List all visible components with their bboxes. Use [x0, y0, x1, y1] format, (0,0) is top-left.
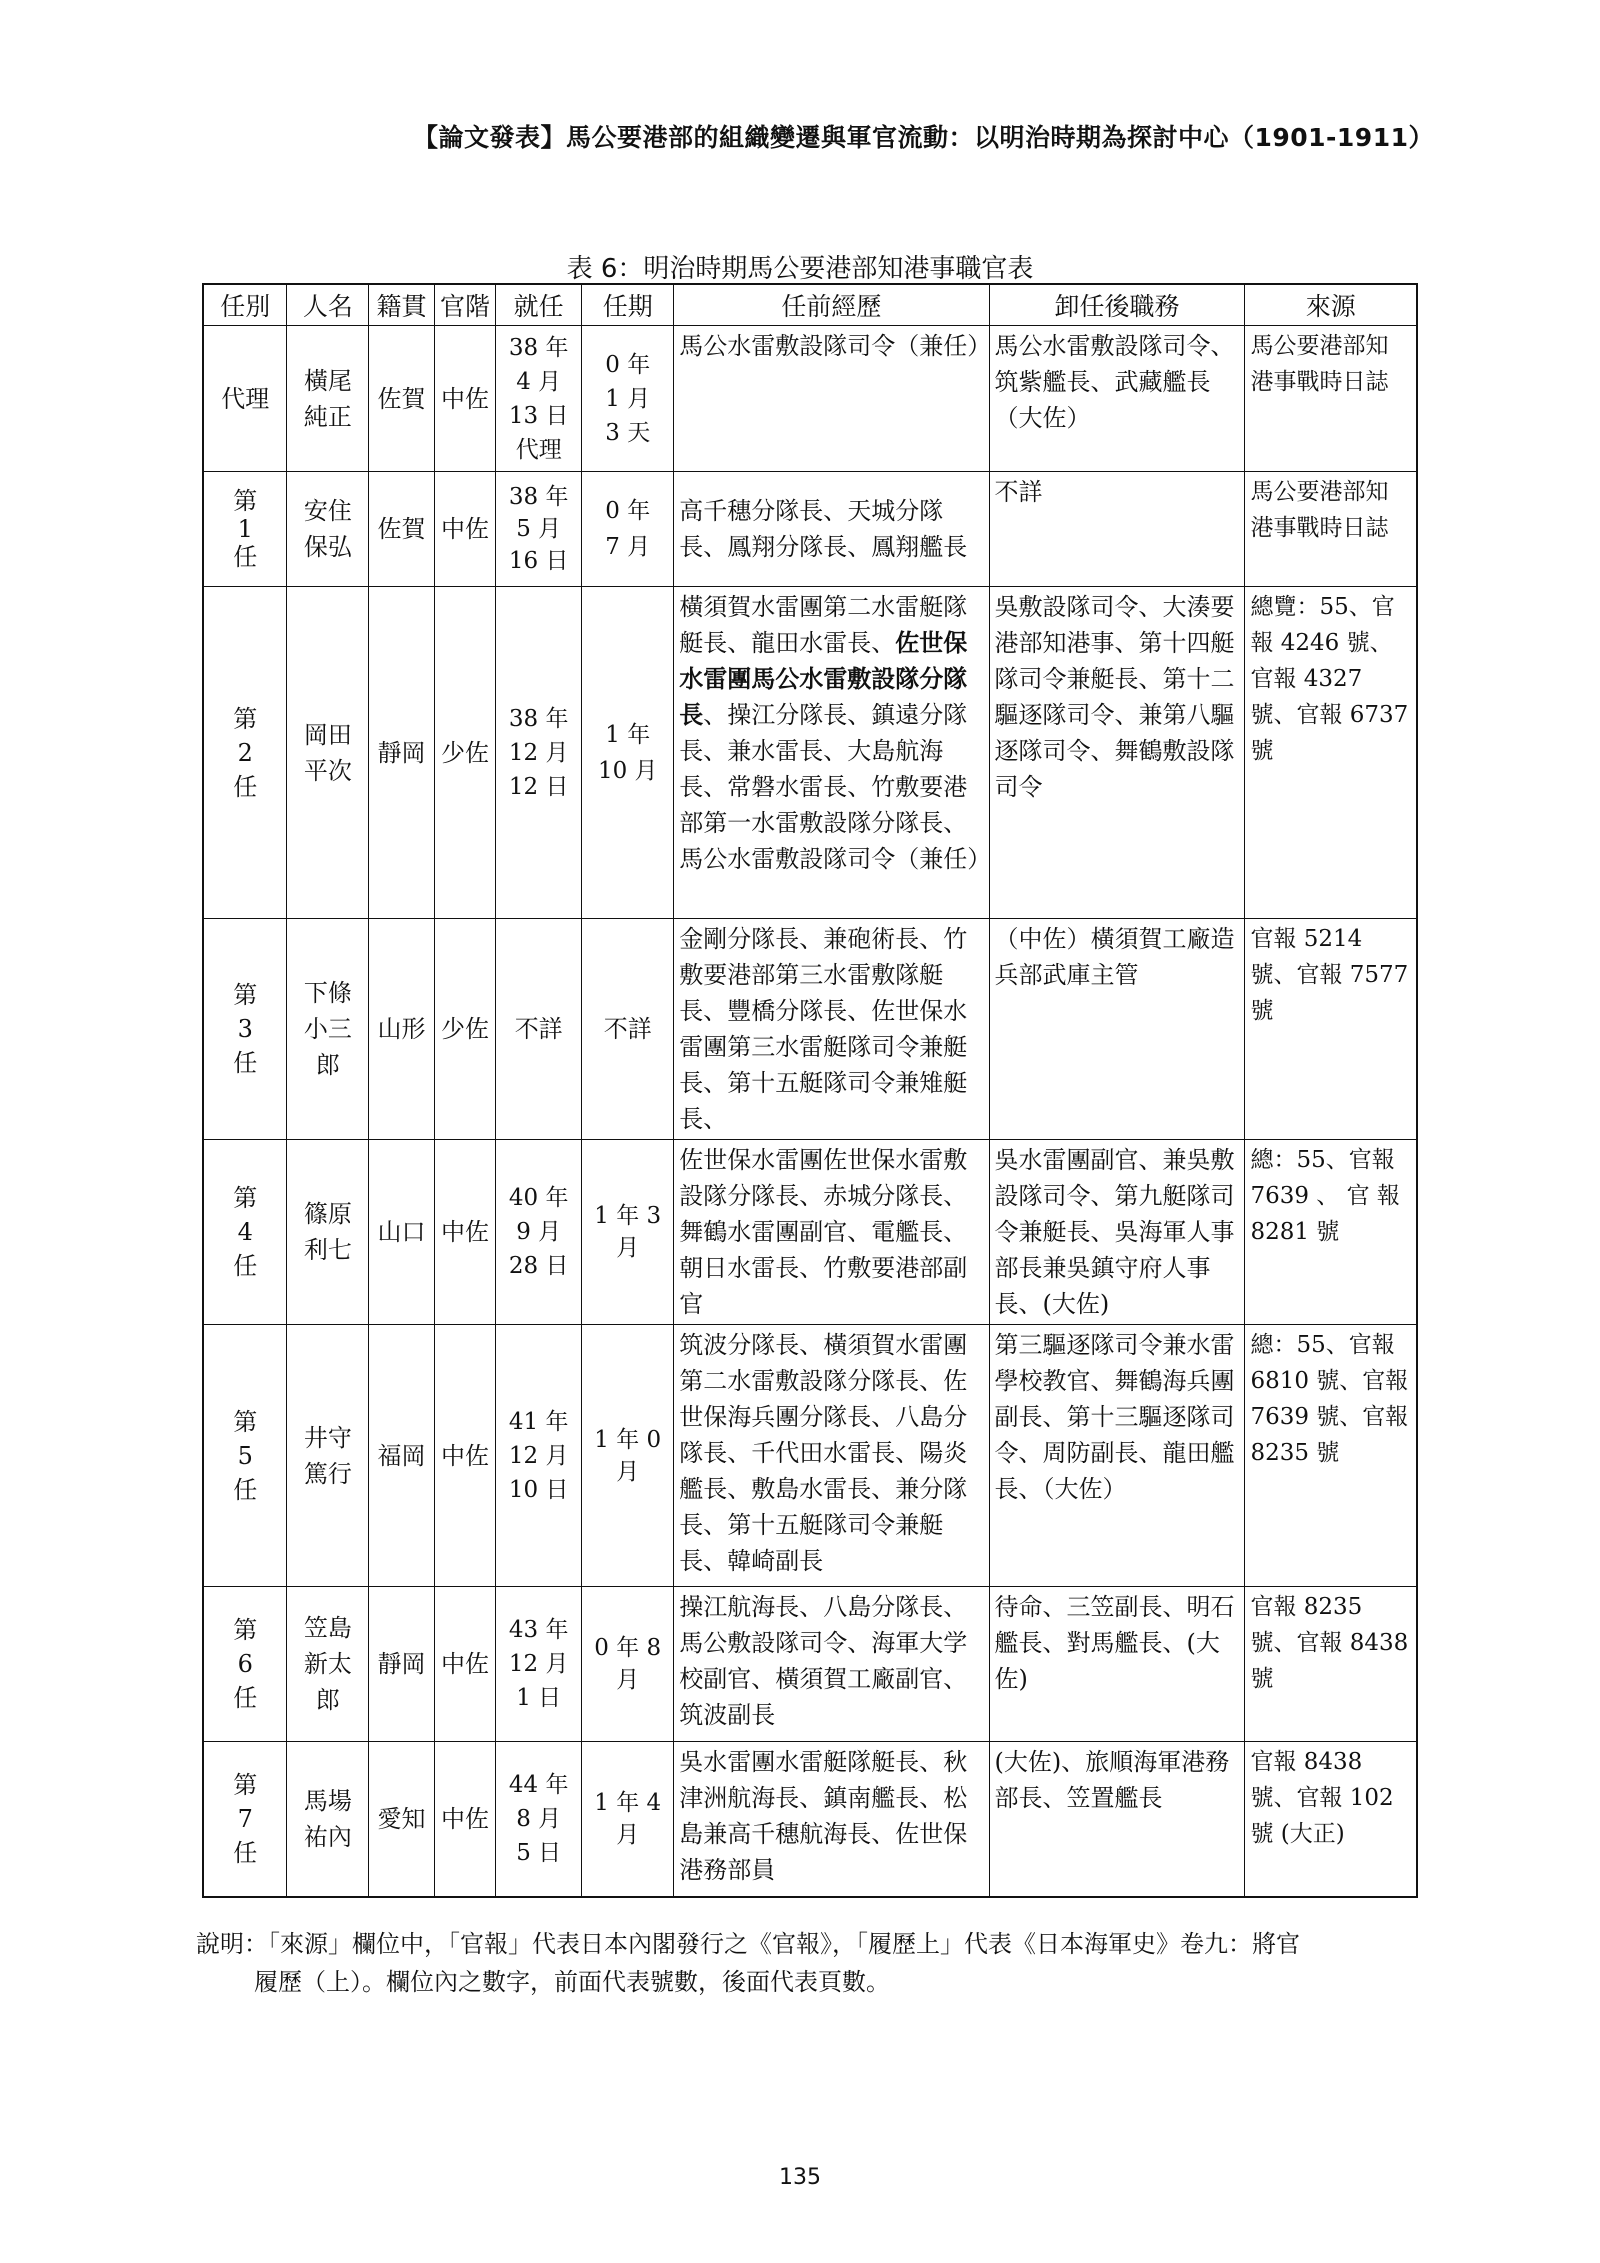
cell-prior: 馬公水雷敷設隊司令（兼任）: [674, 326, 989, 472]
cell-length: 0 年 8 月: [582, 1587, 674, 1742]
cell-term: 第 6 任: [203, 1587, 287, 1742]
cell-term: 第 3 任: [203, 919, 287, 1140]
cell-term: 第 4 任: [203, 1140, 287, 1325]
cell-length: 1 年 10 月: [582, 587, 674, 919]
cell-rank: 中佐: [434, 472, 495, 587]
cell-prior: 操江航海長、八島分隊長、馬公敷設隊司令、海軍大学校副官、橫須賀工廠副官、筑波副長: [674, 1587, 989, 1742]
cell-name: 岡田 平次: [287, 587, 369, 919]
cell-prior: 吳水雷團水雷艇隊艇長、秋津洲航海長、鎮南艦長、松島兼高千穗航海長、佐世保港務部員: [674, 1742, 989, 1897]
cell-start: 40 年 9 月 28 日: [496, 1140, 582, 1325]
cell-origin: 靜岡: [369, 1587, 435, 1742]
cell-origin: 愛知: [369, 1742, 435, 1897]
table-row: [203, 1140, 1417, 1325]
cell-name: 井守 篤行: [287, 1325, 369, 1587]
cell-prior: [674, 587, 992, 919]
cell-prior: 高千穗分隊長、天城分隊長、鳳翔分隊長、鳳翔艦長: [674, 472, 989, 587]
cell-start: 44 年 8 月 5 日: [496, 1742, 582, 1897]
cell-rank: 中佐: [434, 326, 495, 472]
cell-start: 38 年 5 月 16 日: [496, 472, 582, 587]
cell-name: 安住 保弘: [287, 472, 369, 587]
cell-start: 38 年 4 月 13 日 代理: [496, 326, 582, 472]
cell-rank: 中佐: [434, 1587, 495, 1742]
cell-length: 1 年 0 月: [582, 1325, 674, 1587]
cell-prior: 金剛分隊長、兼砲術長、竹敷要港部第三水雷敷隊艇長、豐橋分隊長、佐世保水雷團第三水雷艇隊司令兼艇長、第十五艇隊司令兼雉艇長、: [674, 919, 989, 1140]
table-row: [203, 1742, 1417, 1897]
cell-after: 吳敷設隊司令、大湊要港部知港事、第十四艇隊司令兼艇長、第十二驅逐隊司令、兼第八驅逐隊司令、舞鶴敷設隊司令: [989, 587, 1245, 919]
cell-term: 第 1 任: [203, 472, 287, 587]
column-header: 人名: [287, 284, 369, 326]
cell-prior: 佐世保水雷團佐世保水雷敷設隊分隊長、赤城分隊長、舞鶴水雷團副官、電艦長、朝日水雷長、竹敷要港部副官: [674, 1140, 989, 1325]
cell-length: 不詳: [582, 919, 674, 1140]
cell-rank: 中佐: [434, 1140, 495, 1325]
column-header: 就任: [496, 284, 582, 326]
cell-length: 1 年 3 月: [582, 1140, 674, 1325]
cell-prior: 筑波分隊長、橫須賀水雷團第二水雷敷設隊分隊長、佐世保海兵團分隊長、八島分隊長、千代田水雷長、陽炎艦長、敷島水雷長、兼分隊長、第十五艇隊司令兼艇長、韓崎副長: [674, 1325, 989, 1587]
cell-source: 總覽：55、官報 4246 號、官報 4327 號、官報 6737 號: [1245, 587, 1417, 919]
cell-length: 0 年 1 月 3 天: [582, 326, 674, 472]
column-header: 官階: [434, 284, 495, 326]
cell-origin: 靜岡: [369, 587, 435, 919]
cell-after: 待命、三笠副長、明石艦長、對馬艦長、(大佐): [989, 1587, 1245, 1742]
cell-source: 官報 5214 號、官報 7577 號: [1245, 919, 1417, 1140]
cell-rank: 少佐: [434, 919, 495, 1140]
cell-after: 馬公水雷敷設隊司令、筑紫艦長、武藏艦長（大佐）: [989, 326, 1245, 472]
cell-rank: 中佐: [434, 1325, 495, 1587]
column-header: 任前經歷: [674, 284, 989, 326]
cell-name: 橫尾 純正: [287, 326, 369, 472]
cell-name: 下條 小三 郎: [287, 919, 369, 1140]
cell-term: 第 2 任: [203, 587, 287, 919]
cell-rank: 中佐: [434, 1742, 495, 1897]
cell-term: 第 7 任: [203, 1742, 287, 1897]
cell-origin: 山口: [369, 1140, 435, 1325]
cell-after: (大佐)、旅順海軍港務部長、笠置艦長: [989, 1742, 1245, 1897]
cell-source: 總：55、官報 6810 號、官報 7639 號、官報 8235 號: [1245, 1325, 1417, 1587]
page-number: 135: [779, 2165, 821, 2190]
note-line: 履歷（上）。欄位內之數字，前面代表號數，後面代表頁數。: [254, 1968, 890, 1996]
header-row: [203, 284, 1417, 326]
column-header: 任別: [203, 284, 287, 326]
column-header: 來源: [1245, 284, 1417, 326]
cell-origin: 福岡: [369, 1325, 435, 1587]
table-row: [203, 587, 1417, 919]
cell-origin: 佐賀: [369, 326, 435, 472]
prior-text: 、操江分隊長、鎮遠分隊長、兼水雷長、大島航海長、常磐水雷長、竹敷要港部第一水雷敷設隊分隊長、馬公水雷敷設隊司令（兼任）: [679, 701, 992, 873]
table-caption: 表 6：明治時期馬公要港部知港事職官表: [566, 254, 1034, 284]
column-header: 任期: [582, 284, 674, 326]
table-row: [203, 326, 1417, 472]
cell-source: 官報 8438 號、官報 102 號 (大正): [1245, 1742, 1417, 1897]
table-row: [203, 472, 1417, 587]
cell-start: 38 年 12 月 12 日: [496, 587, 582, 919]
cell-name: 篠原 利七: [287, 1140, 369, 1325]
cell-start: 43 年 12 月 1 日: [496, 1587, 582, 1742]
running-header: 【論文發表】馬公要港部的組織變遷與軍官流動：以明治時期為探討中心（1901-1911）: [412, 123, 1434, 152]
column-header: 籍貫: [369, 284, 435, 326]
column-header: 卸任後職務: [989, 284, 1245, 326]
officer-table: [202, 283, 1418, 1898]
note-line: 說明：「來源」欄位中，「官報」代表日本內閣發行之《官報》，「履歷上」代表《日本海軍史》卷九：將官: [196, 1930, 1300, 1958]
cell-source: 馬公要港部知港事戰時日誌: [1245, 326, 1417, 472]
cell-source: 總：55、官報 7639 、 官 報 8281 號: [1245, 1140, 1417, 1325]
cell-name: 馬場 祐內: [287, 1742, 369, 1897]
cell-source: 官報 8235 號、官報 8438 號: [1245, 1587, 1417, 1742]
cell-length: 1 年 4 月: [582, 1742, 674, 1897]
cell-after: 不詳: [989, 472, 1245, 587]
cell-term: 代理: [203, 326, 287, 472]
table-row: [203, 1325, 1417, 1587]
cell-start: 不詳: [496, 919, 582, 1140]
cell-start: 41 年 12 月 10 日: [496, 1325, 582, 1587]
prior-text: 橫須賀水雷團第二水雷艇隊艇長、龍田水雷長、: [679, 593, 968, 657]
table-row: [203, 1587, 1417, 1742]
cell-source: 馬公要港部知港事戰時日誌: [1245, 472, 1417, 587]
cell-after: 第三驅逐隊司令兼水雷學校教官、舞鶴海兵團副長、第十三驅逐隊司令、周防副長、龍田艦長、（大佐）: [989, 1325, 1245, 1587]
cell-origin: 佐賀: [369, 472, 435, 587]
cell-after: （中佐）橫須賀工廠造兵部武庫主管: [989, 919, 1245, 1140]
cell-length: 0 年 7 月: [582, 472, 674, 587]
table-row: [203, 919, 1417, 1140]
cell-rank: 少佐: [434, 587, 495, 919]
prior-bold-text: 佐世保水雷團馬公水雷敷設隊分隊長: [679, 628, 968, 729]
table-note: [196, 1925, 1436, 2001]
cell-after: 吳水雷團副官、兼吳敷設隊司令、第九艇隊司令兼艇長、吳海軍人事部長兼吳鎮守府人事長、(大佐): [989, 1140, 1245, 1325]
cell-name: 笠島 新太 郎: [287, 1587, 369, 1742]
cell-origin: 山形: [369, 919, 435, 1140]
cell-term: 第 5 任: [203, 1325, 287, 1587]
